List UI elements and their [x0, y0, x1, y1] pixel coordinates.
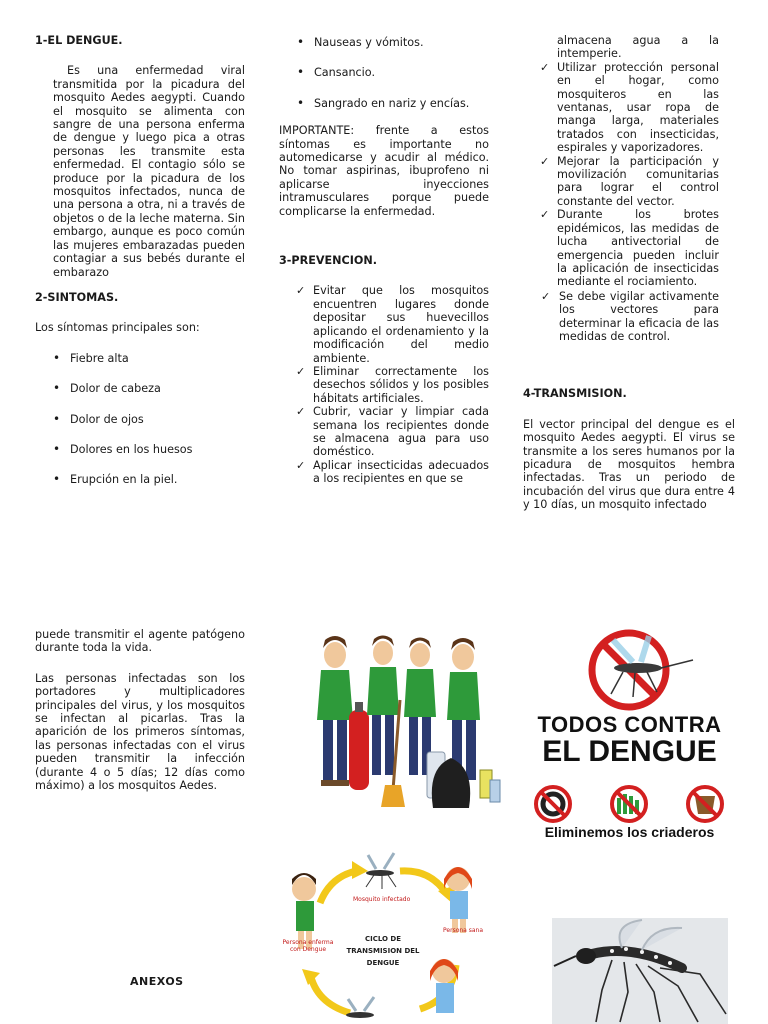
- importante-note: IMPORTANTE: frente a estos síntomas es importante no automedicarse y acudir al médico. No tomar aspirinas, ibuprofeno ni aplicarse inyecciones intramusculares porque puede complicarse la enfermedad.: [279, 124, 489, 218]
- transmision-cont-1: puede transmitir el agente patógeno durante toda la vida.: [35, 628, 245, 655]
- prevencion-cont-text: almacena agua a la intemperie.: [557, 34, 719, 61]
- list-item: • Nauseas y vómitos.: [279, 36, 489, 49]
- dengue-intro: Es una enfermedad viral transmitida por la picadura del mosquito Aedes aegypti. Cuando el mosquito se alimenta con sangre de una persona enferma de dengue y luego pica a otras personas les transmite esta enfermedad. El contagio sólo se produce por la picadura de los mosquitos infectados, nunca de una persona a otra, ni a través de objetos o de la leche materna. Sin embargo, aunque es poco común las mujeres embarazadas pueden contagiar a sus bebés durante el embarazo: [53, 64, 245, 279]
- list-item: ✓ Utilizar protección personal en el hogar, como mosquiteros en las ventanas, usar ropa de manga larga, materiales tratados con insecticidas, espirales y vaporizadores.: [540, 60, 719, 155]
- bottom-text: [35, 628, 245, 792]
- cleaning-boys-image: [305, 630, 505, 820]
- list-item: • Cansancio.: [279, 66, 489, 79]
- check-icon: ✓: [540, 208, 550, 222]
- cycle-label-infected-mosquito: Mosquito infectado: [353, 896, 411, 903]
- column-3: [523, 34, 735, 512]
- check-icon: ✓: [540, 60, 550, 74]
- list-item: • Dolores en los huesos: [35, 443, 245, 456]
- cycle-label-healthy-person: Persona sana: [443, 927, 484, 934]
- cleaning-illustration: [305, 630, 505, 820]
- check-icon: ✓: [296, 364, 306, 378]
- anexos-label: ANEXOS: [130, 975, 184, 988]
- boy-figure: [317, 636, 353, 786]
- list-item: • Sangrado en nariz y encías.: [279, 97, 489, 110]
- sick-person-figure: [292, 873, 316, 949]
- check-icon: ✓: [540, 154, 550, 168]
- section-title-sintomas: 2-SINTOMAS.: [35, 290, 119, 304]
- list-item: • Erupción en la piel.: [35, 473, 245, 486]
- list-item: ✓ Eliminar correctamente los desechos sólidos y los posibles hábitats artificiales.: [296, 364, 489, 405]
- list-item: ✓ Durante los brotes epidémicos, las medidas de lucha antivectorial de emergencia pueden incluir la aplicación de insecticidas mediante el rociamiento.: [540, 208, 719, 289]
- list-item: • Fiebre alta: [35, 352, 245, 365]
- mosquito-photo: [552, 918, 728, 1024]
- column-2: [279, 36, 489, 486]
- transmision-text: El vector principal del dengue es el mosquito Aedes aegypti. El virus se transmite a los seres humanos por la picadura de mosquitos hembra infectadas. Tras un periodo de incubación del virus que dura entre 4 y 10 días, un mosquito infectado: [523, 417, 735, 512]
- poster-line-2: EL DENGUE: [542, 735, 717, 768]
- transmision-cont-2: Las personas infectadas son los portadores y multiplicadores principales del virus, y los mosquitos se infectan al picarlas. Tras la aparición de los primeros síntomas, las personas infectadas con el virus pueden transmitir la infección (durante 4 o 5 días; 12 días como máximo) a los mosquitos Aedes.: [35, 671, 245, 793]
- boy-figure: [367, 636, 399, 776]
- section-title-dengue: 1-EL DENGUE.: [35, 34, 123, 47]
- column-1: [35, 34, 245, 487]
- check-icon: ✓: [296, 458, 306, 472]
- list-item: • Dolor de ojos: [35, 413, 245, 426]
- no-bucket-icon: [688, 787, 722, 821]
- mosquito-icon: [346, 997, 374, 1018]
- no-tire-icon: [536, 787, 570, 821]
- no-plant-icon: [612, 787, 646, 821]
- list-item: ✓ Cubrir, vaciar y limpiar cada semana los recipientes donde se almacena agua para uso doméstico.: [296, 405, 489, 459]
- check-icon: ✓: [541, 289, 551, 303]
- list-item: ✓ Evitar que los mosquitos encuentren lugares donde depositar sus huevecillos aplicando el ordenamiento y la modificación del medio ambiente.: [296, 284, 489, 365]
- prevencion-list-cont: [523, 61, 719, 289]
- poster-line-1: TODOS CONTRA: [537, 712, 722, 737]
- healthy-person-figure: [444, 867, 472, 933]
- poster-icons: [523, 784, 736, 824]
- list-item: ✓ Aplicar insecticidas adecuados a los recipientes en que se: [296, 458, 489, 486]
- transmission-cycle-diagram: [280, 845, 500, 1024]
- sintomas-lead: Los síntomas principales son:: [35, 321, 200, 335]
- check-icon: ✓: [296, 405, 306, 419]
- sintomas-list: [35, 352, 245, 487]
- section-title-transmision: 4-TRANSMISION.: [523, 387, 627, 401]
- dengue-poster: [523, 628, 736, 846]
- prevencion-list: [279, 284, 489, 485]
- mosquito-icon: [366, 853, 396, 889]
- prevencion-list-last: [523, 290, 719, 344]
- check-icon: ✓: [296, 284, 306, 298]
- list-item: ✓ Se debe vigilar activamente los vectores para determinar la eficacia de las medidas de control.: [541, 289, 719, 343]
- poster-line-3: Eliminemos los criaderos: [544, 824, 715, 840]
- list-item: • Dolor de cabeza: [35, 382, 245, 395]
- section-title-prevencion: 3-PREVENCION.: [279, 254, 378, 268]
- mosquito-photo-graphics: [552, 918, 728, 1024]
- sintomas-list-cont: [279, 36, 489, 110]
- cycle-center-title: CICLO DE TRANSMISION DEL DENGUE: [346, 935, 420, 967]
- list-item: ✓ Mejorar la participación y movilización comunitarias para lograr el control constante del vector.: [540, 154, 719, 208]
- cycle-label-sick-person: Persona enferma con Dengue: [282, 939, 334, 953]
